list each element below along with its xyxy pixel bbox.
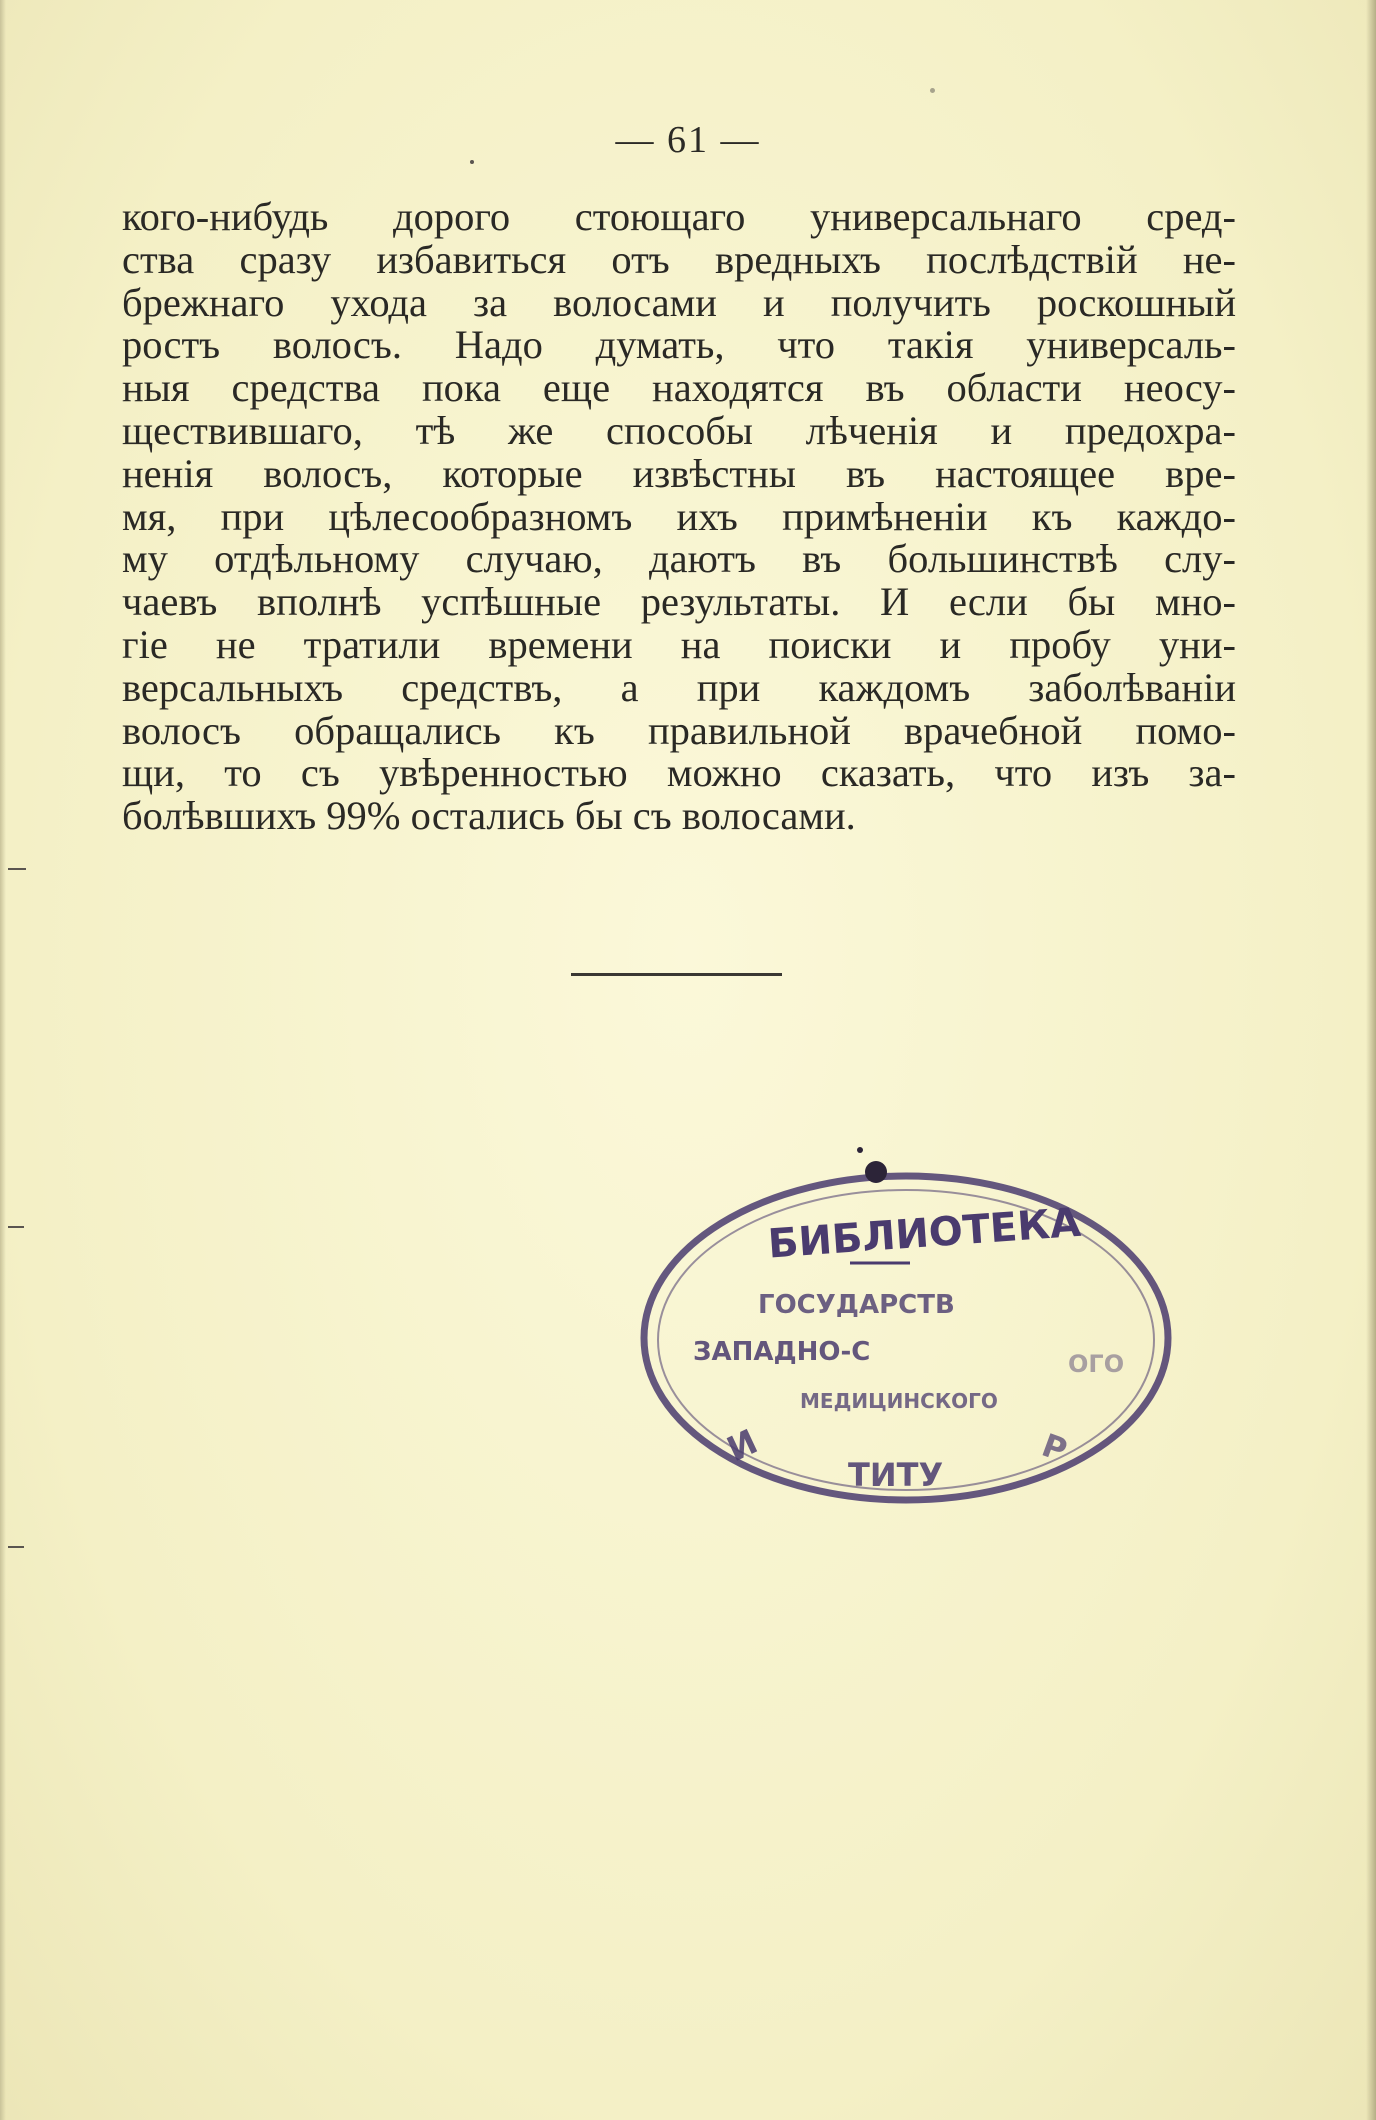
page-number: — 61 — — [615, 119, 761, 161]
paper-speck — [8, 1226, 24, 1228]
stamp-line-5c: Р — [1037, 1425, 1073, 1470]
text-line: му отдѣльному случаю, даютъ въ большинствѣ слу- — [122, 536, 1236, 582]
text-line: гіе не тратили времени на поиски и пробу уни- — [122, 621, 1236, 667]
stamp-graphic — [628, 1128, 1184, 1520]
section-divider — [571, 973, 782, 976]
paper-speck — [930, 88, 935, 93]
page-right-edge — [1366, 0, 1376, 2120]
text-line: ростъ волосъ. Надо думать, что такія универсаль- — [122, 322, 1236, 368]
stamp-line-3b: ОГО — [1068, 1350, 1125, 1378]
stamp-line-4: МЕДИЦИНСКОГО — [800, 1389, 998, 1413]
stamp-line-5b: ТИТУ — [848, 1456, 944, 1494]
stamp-title: БИБЛИОТЕКА — [766, 1199, 1083, 1268]
paper-speck — [8, 868, 26, 870]
text-line: ненія волосъ, которые извѣстны въ настоящее вре- — [122, 450, 1236, 496]
stamp-line-3: ЗАПАДНО-С — [693, 1337, 871, 1367]
text-line: версальныхъ средствъ, а при каждомъ заболѣваніи — [122, 664, 1236, 710]
text-line: мя, при цѣлесообразномъ ихъ примѣненіи къ каждо- — [122, 493, 1236, 539]
paper-speck — [470, 160, 474, 164]
text-line: ществившаго, тѣ же способы лѣченія и предохра- — [122, 407, 1236, 453]
text-line: щи, то съ увѣренностью можно сказать, что изъ за- — [122, 750, 1236, 796]
text-line: чаевъ вполнѣ успѣшные результаты. И если бы мно- — [122, 579, 1236, 625]
paper-speck — [8, 1546, 24, 1548]
text-line: брежнаго ухода за волосами и получить роскошный — [122, 279, 1236, 325]
text-line: волосъ обращались къ правильной врачебной помо- — [122, 707, 1236, 753]
text-line: болѣвшихъ 99% остались бы съ волосами. — [122, 793, 856, 839]
stamp-line-5a: И — [721, 1421, 764, 1471]
text-line: ныя средства пока еще находятся въ области неосу- — [122, 365, 1236, 411]
text-line: кого-нибудь дорого стоющаго универсальнаго сред- — [122, 194, 1236, 239]
library-stamp — [628, 1128, 1184, 1520]
text-line: ства сразу избавиться отъ вредныхъ послѣдствій не- — [122, 236, 1236, 282]
paragraph — [122, 196, 1236, 838]
page-left-edge — [0, 0, 6, 2120]
stamp-line-2: ГОСУДАРСТВ — [758, 1290, 955, 1320]
